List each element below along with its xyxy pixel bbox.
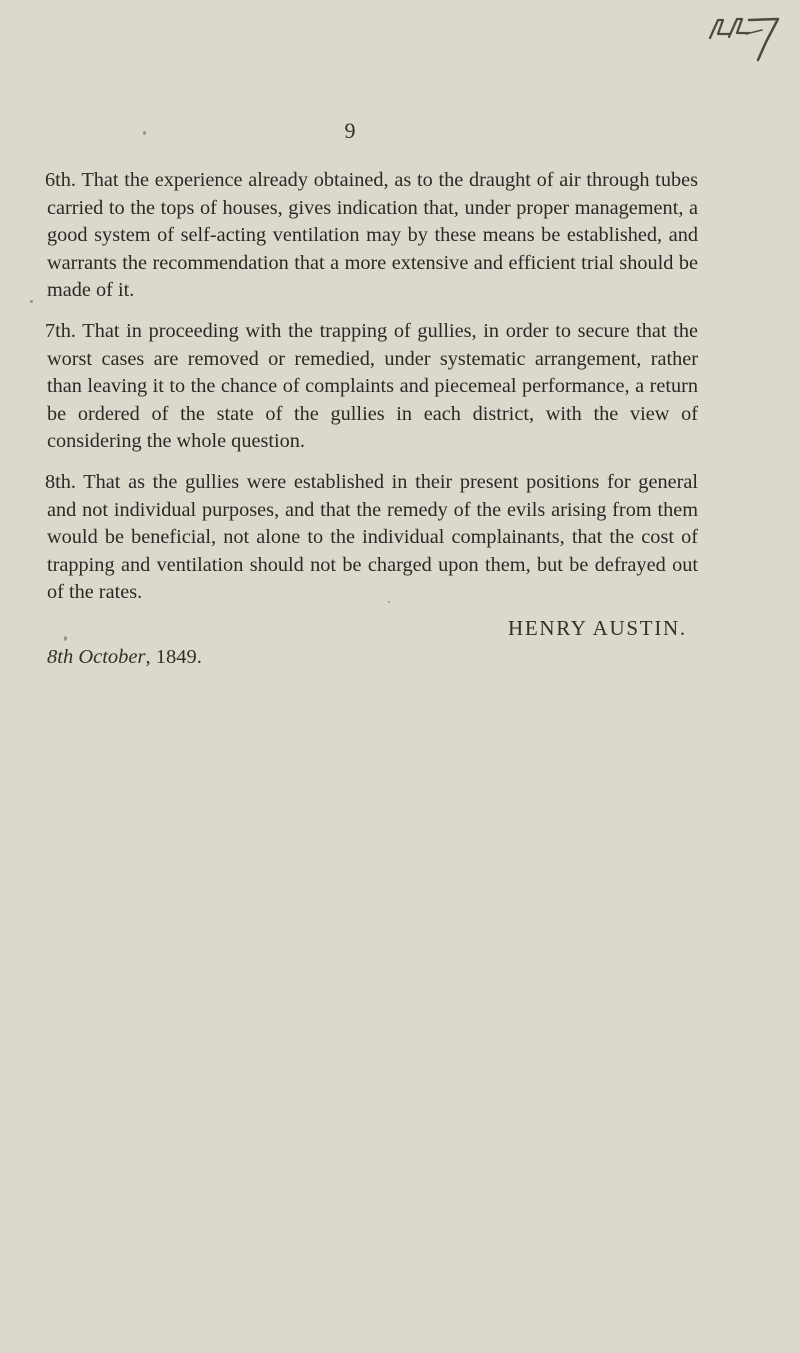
resolution-6th: 6th. That the experience already obtained, as to the draught of air through tubes carried to the tops of houses, gives indication that, under proper management, a good system of self-acting ventilation may by these means be established, and warrants the recommendation that a more extensive and efficient trial should be made of it. bbox=[45, 169, 698, 301]
paper-speck bbox=[64, 636, 67, 641]
date-line bbox=[47, 645, 202, 669]
resolution-8th: 8th. That as the gullies were established in their present positions for general and not individual purposes, and that the remedy of the evils arising from them would be beneficial, not alone to the individual complainants, that the cost of trapping and ventilation should not be charged upon them, but be defrayed out of the rates. bbox=[45, 471, 698, 603]
page-number: 9 bbox=[344, 118, 356, 143]
date-month: October bbox=[78, 646, 146, 668]
resolution-7th: 7th. That in proceeding with the trapping of gullies, in order to secure that the worst cases are removed or remedied, under systematic arrangement, rather than leaving it to the chance of complaints and piecemeal performance, a return be ordered of the state of the gullies in each district, with the view of considering the whole question. bbox=[45, 320, 698, 452]
date-year: , 1849. bbox=[145, 646, 202, 668]
handwritten-page-number bbox=[698, 12, 788, 64]
date-day: 8th bbox=[47, 646, 74, 668]
signature: HENRY AUSTIN. bbox=[508, 616, 687, 640]
paper-speck bbox=[30, 300, 33, 303]
paper-speck bbox=[388, 601, 390, 603]
paper-speck bbox=[143, 131, 146, 135]
